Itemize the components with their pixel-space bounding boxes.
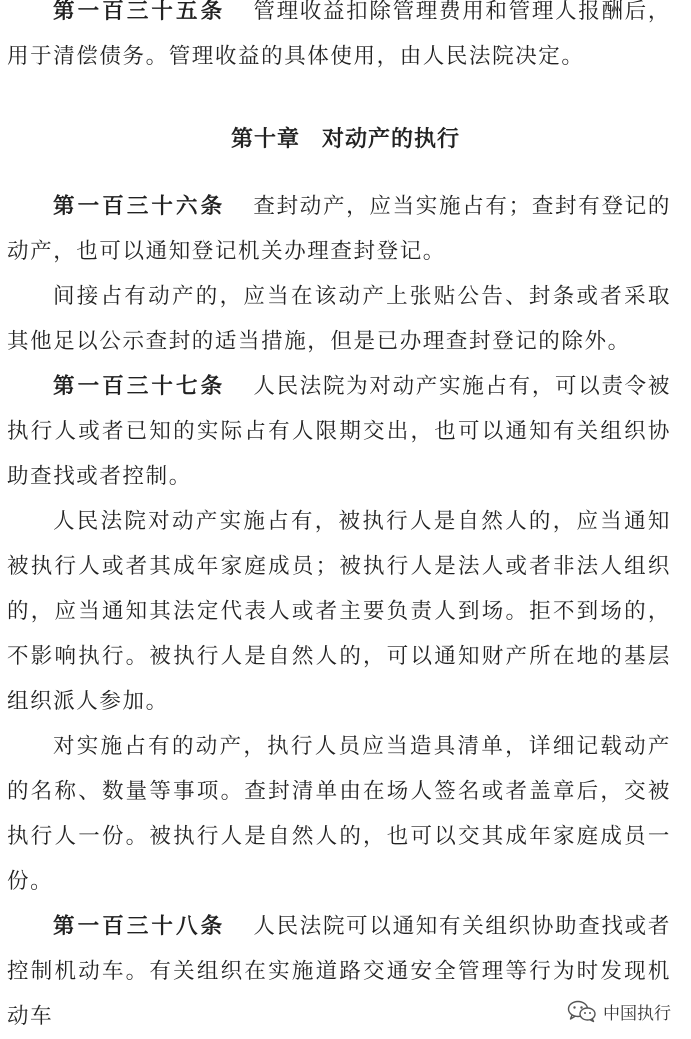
article-137-paragraph-2: 人民法院对动产实施占有，被执行人是自然人的，应当通知被执行人或者其成年家庭成员；被执行人是法人或者非法人组织的，应当通知其法定代表人或者主要负责人到场。拒不到场的，不影响执行。被执行人是自然人的，可以通知财产所在地的基层组织派人参加。 — [7, 509, 671, 714]
article-135 — [7, 0, 671, 79]
article-number: 第一百三十五条 — [53, 0, 226, 24]
article-number: 第一百三十八条 — [53, 914, 226, 939]
wechat-watermark — [567, 997, 671, 1025]
article-136 — [7, 184, 671, 274]
article-text: 管理收益扣除管理费用和管理人报酬后，用于清偿债务。管理收益的具体使用，由人民法院决定。 — [7, 0, 671, 69]
article-136-paragraph-2: 间接占有动产的，应当在该动产上张贴公告、封条或者采取其他足以公示查封的适当措施，但是已办理查封登记的除外。 — [7, 284, 671, 354]
article-number: 第一百三十七条 — [53, 374, 226, 399]
wechat-icon — [567, 999, 597, 1023]
chapter-number: 第十章 — [230, 126, 300, 152]
chapter-heading — [0, 122, 691, 153]
article-137 — [7, 364, 671, 499]
watermark-label: 中国执行 — [603, 1003, 671, 1024]
article-137-paragraph-3: 对实施占有的动产，执行人员应当造具清单，详细记载动产的名称、数量等事项。查封清单由在场人签名或者盖章后，交被执行人一份。被执行人是自然人的，也可以交其成年家庭成员一份。 — [7, 734, 671, 894]
article-text: 查封动产，应当实施占有；查封有登记的动产，也可以通知登记机关办理查封登记。 — [7, 194, 671, 264]
chapter-title: 对动产的执行 — [322, 126, 461, 152]
article-number: 第一百三十六条 — [53, 194, 226, 219]
article-text: 人民法院可以通知有关组织协助查找或者控制机动车。有关组织在实施道路交通安全管理等行为时发现机动车 — [7, 914, 671, 1029]
article-text: 人民法院为对动产实施占有，可以责令被执行人或者已知的实际占有人限期交出，也可以通知有关组织协助查找或者控制。 — [7, 374, 671, 489]
